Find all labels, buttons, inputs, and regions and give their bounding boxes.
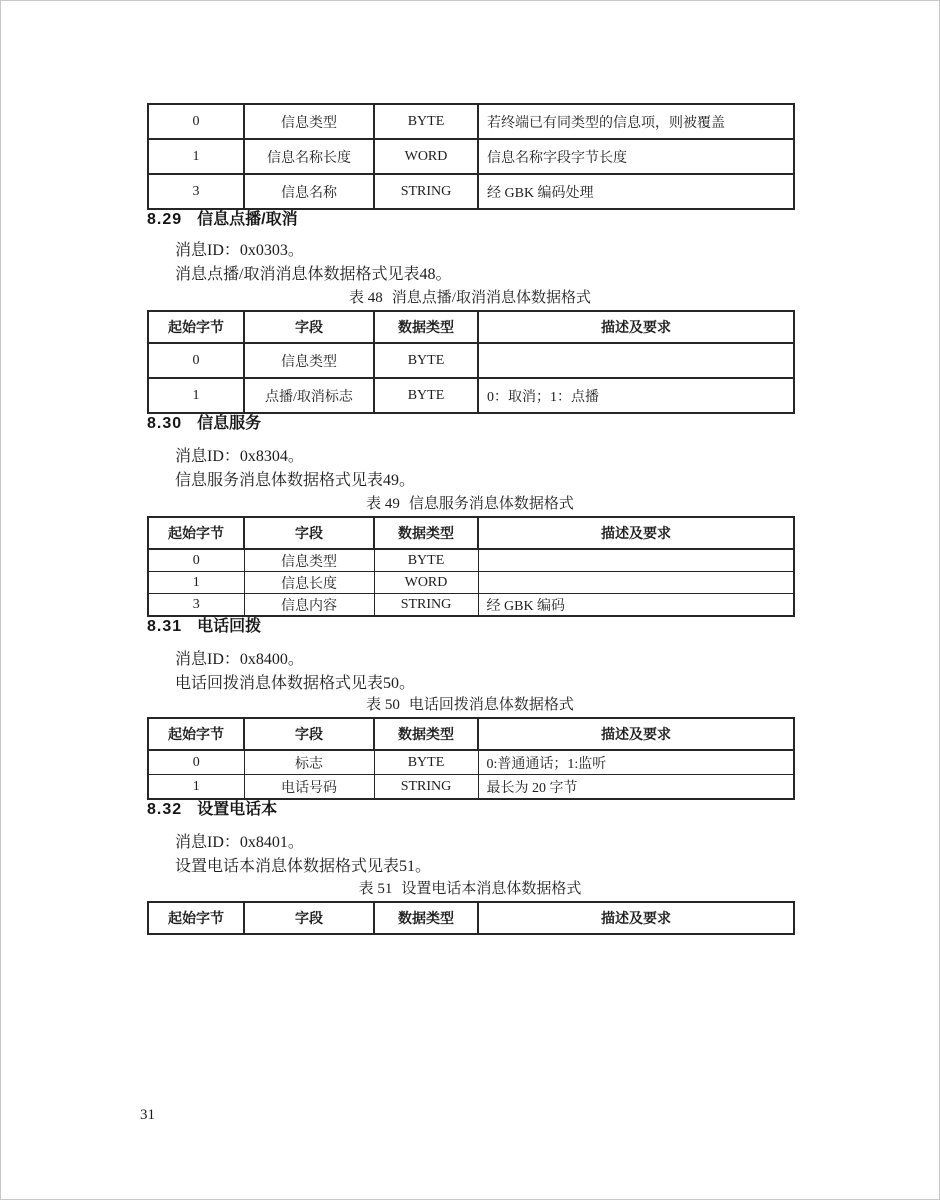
header-description: 描述及要求 <box>478 718 794 750</box>
section-paragraphs <box>147 445 793 493</box>
table-row <box>148 104 794 139</box>
header-start-byte: 起始字节 <box>148 517 244 549</box>
cell-field: 电话号码 <box>244 775 374 800</box>
paragraph-message-id: 消息ID：0x8304。 <box>175 448 304 465</box>
table-caption-49 <box>147 495 793 513</box>
caption-title: 电话回拨消息体数据格式 <box>408 697 574 713</box>
header-field: 字段 <box>244 718 374 750</box>
caption-number: 表 50 <box>366 697 400 713</box>
header-start-byte: 起始字节 <box>148 902 244 934</box>
header-field: 字段 <box>244 311 374 343</box>
paragraph-message-id: 消息ID：0x8400。 <box>175 651 304 668</box>
cell-description: 经 GBK 编码处理 <box>478 174 794 209</box>
caption-number: 表 51 <box>358 881 393 897</box>
table-row <box>148 572 794 594</box>
cell-description <box>478 549 794 572</box>
header-field: 字段 <box>244 517 374 549</box>
section-paragraphs <box>147 239 793 287</box>
cell-description: 经 GBK 编码 <box>478 594 794 617</box>
cell-start-byte: 1 <box>148 775 244 800</box>
cell-start-byte: 1 <box>148 139 244 174</box>
section-title: 信息服务 <box>197 415 262 432</box>
continued-table <box>147 103 795 210</box>
table-header-row <box>148 902 794 934</box>
cell-field: 信息名称 <box>244 174 374 209</box>
cell-description: 0：取消；1：点播 <box>478 378 794 413</box>
cell-field: 信息内容 <box>244 594 374 617</box>
cell-data-type: BYTE <box>374 750 478 775</box>
cell-data-type: BYTE <box>374 343 478 378</box>
cell-start-byte: 0 <box>148 104 244 139</box>
paragraph-table-ref: 设置电话本消息体数据格式见表51。 <box>175 858 432 875</box>
section-title: 电话回拨 <box>197 618 262 635</box>
paragraph-message-id: 消息ID：0x8401。 <box>175 834 304 851</box>
header-description: 描述及要求 <box>478 902 794 934</box>
table-header-row <box>148 718 794 750</box>
cell-field: 点播/取消标志 <box>244 378 374 413</box>
table-51 <box>147 901 795 935</box>
header-data-type: 数据类型 <box>374 718 478 750</box>
section-paragraphs <box>147 831 793 879</box>
cell-description <box>478 572 794 594</box>
table-48 <box>147 310 795 414</box>
cell-description: 若终端已有同类型的信息项，则被覆盖 <box>478 104 794 139</box>
table-header-row <box>148 517 794 549</box>
cell-field: 信息类型 <box>244 549 374 572</box>
paragraph-table-ref: 信息服务消息体数据格式见表49。 <box>175 472 416 489</box>
cell-data-type: WORD <box>374 572 478 594</box>
cell-start-byte: 0 <box>148 549 244 572</box>
section-heading-8-31 <box>147 617 793 636</box>
cell-field: 标志 <box>244 750 374 775</box>
cell-field: 信息类型 <box>244 343 374 378</box>
section-heading-8-32 <box>147 800 793 819</box>
caption-title: 设置电话本消息体数据格式 <box>401 881 582 897</box>
cell-data-type: BYTE <box>374 378 478 413</box>
header-data-type: 数据类型 <box>374 902 478 934</box>
cell-data-type: STRING <box>374 174 478 209</box>
cell-data-type: WORD <box>374 139 478 174</box>
table-row <box>148 378 794 413</box>
header-description: 描述及要求 <box>478 517 794 549</box>
table-row <box>148 343 794 378</box>
section-paragraphs <box>147 648 793 696</box>
section-heading-8-29 <box>147 210 793 229</box>
cell-description: 最长为 20 字节 <box>478 775 794 800</box>
cell-start-byte: 3 <box>148 594 244 617</box>
table-row <box>148 594 794 617</box>
caption-number: 表 48 <box>349 290 383 306</box>
table-row <box>148 174 794 209</box>
section-number: 8.32 <box>147 801 183 818</box>
caption-number: 表 49 <box>366 496 400 512</box>
cell-start-byte: 3 <box>148 174 244 209</box>
header-data-type: 数据类型 <box>374 311 478 343</box>
section-title: 信息点播/取消 <box>197 211 298 228</box>
section-number: 8.29 <box>147 211 183 228</box>
header-field: 字段 <box>244 902 374 934</box>
page-content <box>147 103 793 935</box>
cell-data-type: BYTE <box>374 104 478 139</box>
table-49 <box>147 516 795 617</box>
section-number: 8.31 <box>147 618 183 635</box>
cell-description: 0:普通通话；1:监听 <box>478 750 794 775</box>
table-row <box>148 775 794 800</box>
cell-start-byte: 0 <box>148 343 244 378</box>
cell-data-type: BYTE <box>374 549 478 572</box>
header-start-byte: 起始字节 <box>148 311 244 343</box>
cell-description: 信息名称字段字节长度 <box>478 139 794 174</box>
cell-start-byte: 1 <box>148 572 244 594</box>
table-row <box>148 750 794 775</box>
header-data-type: 数据类型 <box>374 517 478 549</box>
table-50 <box>147 717 795 800</box>
table-row <box>148 549 794 572</box>
caption-title: 信息服务消息体数据格式 <box>408 496 574 512</box>
table-row <box>148 139 794 174</box>
header-description: 描述及要求 <box>478 311 794 343</box>
table-caption-51 <box>147 880 793 898</box>
table-header-row <box>148 311 794 343</box>
paragraph-table-ref: 电话回拨消息体数据格式见表50。 <box>175 675 416 692</box>
cell-data-type: STRING <box>374 775 478 800</box>
cell-field: 信息名称长度 <box>244 139 374 174</box>
cell-description <box>478 343 794 378</box>
cell-field: 信息类型 <box>244 104 374 139</box>
caption-title: 消息点播/取消消息体数据格式 <box>391 290 591 306</box>
section-heading-8-30 <box>147 414 793 433</box>
cell-start-byte: 0 <box>148 750 244 775</box>
cell-field: 信息长度 <box>244 572 374 594</box>
section-number: 8.30 <box>147 415 183 432</box>
paragraph-table-ref: 消息点播/取消消息体数据格式见表48。 <box>175 266 452 283</box>
cell-data-type: STRING <box>374 594 478 617</box>
cell-start-byte: 1 <box>148 378 244 413</box>
page-number: 31 <box>140 1107 155 1123</box>
table-caption-48 <box>147 289 793 307</box>
paragraph-message-id: 消息ID：0x0303。 <box>175 242 304 259</box>
header-start-byte: 起始字节 <box>148 718 244 750</box>
table-caption-50 <box>147 696 793 714</box>
section-title: 设置电话本 <box>197 801 278 818</box>
